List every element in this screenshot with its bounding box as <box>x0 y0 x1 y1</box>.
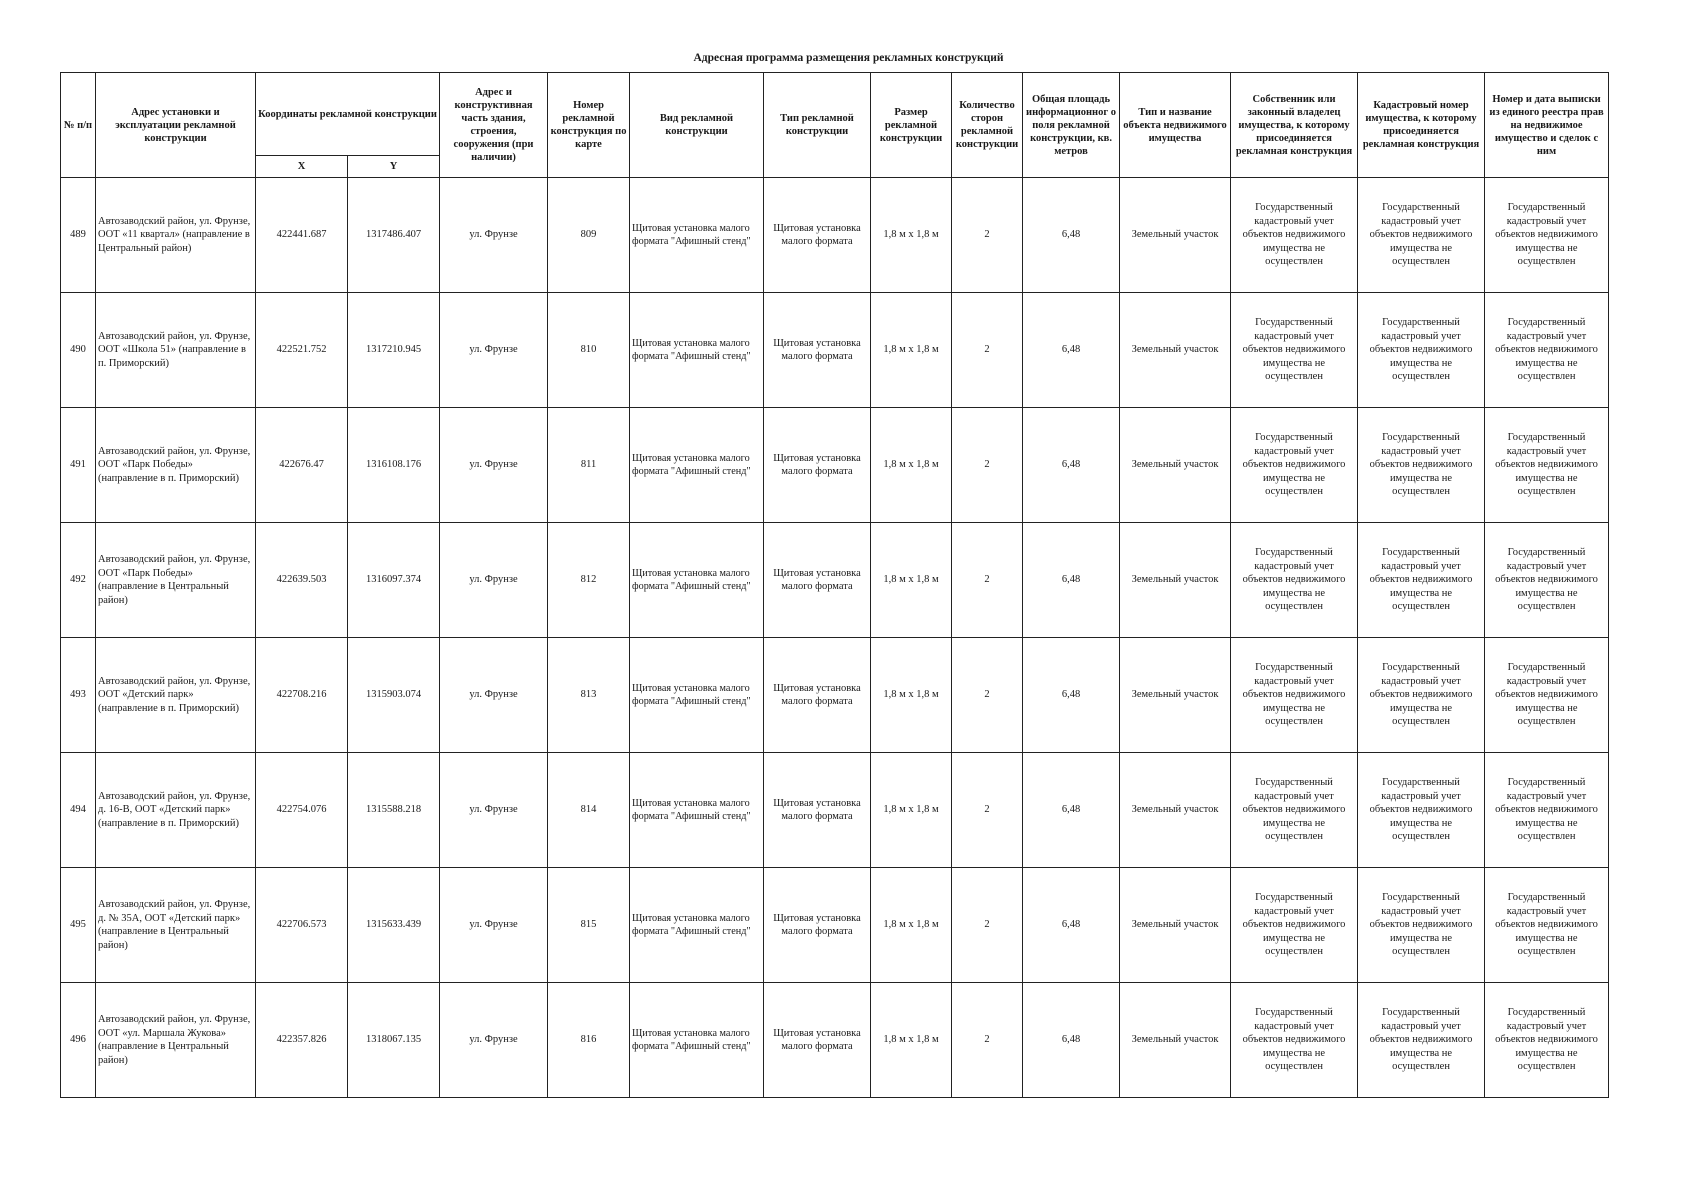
row-owner: Государственный кадастровый учет объектов недвижимого имущества не осуществлен <box>1231 753 1358 868</box>
row-owner: Государственный кадастровый учет объектов недвижимого имущества не осуществлен <box>1231 523 1358 638</box>
row-area: 6,48 <box>1023 638 1120 753</box>
row-size: 1,8 м х 1,8 м <box>871 983 952 1098</box>
table-row <box>61 523 1609 638</box>
row-kind: Щитовая установка малого формата "Афишный стенд" <box>630 753 764 868</box>
row-property: Земельный участок <box>1120 753 1231 868</box>
row-number: 494 <box>61 753 96 868</box>
row-type: Щитовая установка малого формата <box>764 983 871 1098</box>
row-map-number: 815 <box>548 868 630 983</box>
row-kind: Щитовая установка малого формата "Афишный стенд" <box>630 293 764 408</box>
row-size: 1,8 м х 1,8 м <box>871 638 952 753</box>
row-number: 495 <box>61 868 96 983</box>
table-body <box>61 178 1609 1098</box>
row-area: 6,48 <box>1023 753 1120 868</box>
row-x: 422639.503 <box>256 523 348 638</box>
row-y: 1317210.945 <box>348 293 440 408</box>
row-map-number: 812 <box>548 523 630 638</box>
row-cadastral: Государственный кадастровый учет объектов недвижимого имущества не осуществлен <box>1358 983 1485 1098</box>
table-row <box>61 753 1609 868</box>
row-property: Земельный участок <box>1120 178 1231 293</box>
row-number: 493 <box>61 638 96 753</box>
row-owner: Государственный кадастровый учет объектов недвижимого имущества не осуществлен <box>1231 293 1358 408</box>
row-registry: Государственный кадастровый учет объектов недвижимого имущества не осуществлен <box>1485 523 1609 638</box>
row-size: 1,8 м х 1,8 м <box>871 868 952 983</box>
row-sides: 2 <box>952 983 1023 1098</box>
header-coords: Координаты рекламной конструкции <box>256 73 440 156</box>
row-address: Автозаводский район, ул. Фрунзе, ООТ «11 квартал» (направление в Центральный район) <box>96 178 256 293</box>
row-owner: Государственный кадастровый учет объектов недвижимого имущества не осуществлен <box>1231 408 1358 523</box>
header-type: Тип рекламной конструкции <box>764 73 871 178</box>
row-y: 1316108.176 <box>348 408 440 523</box>
row-address: Автозаводский район, ул. Фрунзе, ООТ «Детский парк» (направление в п. Приморский) <box>96 638 256 753</box>
row-address: Автозаводский район, ул. Фрунзе, ООТ «Школа 51» (направление в п. Приморский) <box>96 293 256 408</box>
row-building: ул. Фрунзе <box>440 408 548 523</box>
row-area: 6,48 <box>1023 523 1120 638</box>
row-kind: Щитовая установка малого формата "Афишный стенд" <box>630 178 764 293</box>
row-map-number: 809 <box>548 178 630 293</box>
row-cadastral: Государственный кадастровый учет объектов недвижимого имущества не осуществлен <box>1358 523 1485 638</box>
row-building: ул. Фрунзе <box>440 523 548 638</box>
header-y: Y <box>348 156 440 178</box>
row-number: 491 <box>61 408 96 523</box>
header-property: Тип и название объекта недвижимого имущества <box>1120 73 1231 178</box>
row-cadastral: Государственный кадастровый учет объектов недвижимого имущества не осуществлен <box>1358 753 1485 868</box>
table-row <box>61 408 1609 523</box>
row-kind: Щитовая установка малого формата "Афишный стенд" <box>630 523 764 638</box>
row-map-number: 811 <box>548 408 630 523</box>
row-map-number: 813 <box>548 638 630 753</box>
document-title: Адресная программа размещения рекламных конструкций <box>693 52 1004 64</box>
row-y: 1317486.407 <box>348 178 440 293</box>
row-map-number: 810 <box>548 293 630 408</box>
row-sides: 2 <box>952 293 1023 408</box>
row-kind: Щитовая установка малого формата "Афишный стенд" <box>630 638 764 753</box>
header-map-number: Номер рекламной конструкция по карте <box>548 73 630 178</box>
row-address: Автозаводский район, ул. Фрунзе, ООТ «Парк Победы» (направление в Центральный район) <box>96 523 256 638</box>
table-row <box>61 868 1609 983</box>
header-size: Размер рекламной конструкции <box>871 73 952 178</box>
row-size: 1,8 м х 1,8 м <box>871 753 952 868</box>
row-kind: Щитовая установка малого формата "Афишный стенд" <box>630 868 764 983</box>
row-property: Земельный участок <box>1120 408 1231 523</box>
row-registry: Государственный кадастровый учет объектов недвижимого имущества не осуществлен <box>1485 408 1609 523</box>
row-size: 1,8 м х 1,8 м <box>871 408 952 523</box>
table-row <box>61 983 1609 1098</box>
row-property: Земельный участок <box>1120 983 1231 1098</box>
row-map-number: 814 <box>548 753 630 868</box>
row-y: 1315633.439 <box>348 868 440 983</box>
row-type: Щитовая установка малого формата <box>764 868 871 983</box>
row-type: Щитовая установка малого формата <box>764 408 871 523</box>
row-size: 1,8 м х 1,8 м <box>871 293 952 408</box>
header-kind: Вид рекламной конструкции <box>630 73 764 178</box>
header-sides: Количество сторон рекламной конструкции <box>952 73 1023 178</box>
row-x: 422708.216 <box>256 638 348 753</box>
table-row <box>61 638 1609 753</box>
header-x: X <box>256 156 348 178</box>
row-type: Щитовая установка малого формата <box>764 753 871 868</box>
row-owner: Государственный кадастровый учет объектов недвижимого имущества не осуществлен <box>1231 868 1358 983</box>
row-property: Земельный участок <box>1120 523 1231 638</box>
row-type: Щитовая установка малого формата <box>764 638 871 753</box>
row-sides: 2 <box>952 178 1023 293</box>
row-area: 6,48 <box>1023 868 1120 983</box>
row-address: Автозаводский район, ул. Фрунзе, ООТ «Парк Победы» (направление в п. Приморский) <box>96 408 256 523</box>
row-y: 1315588.218 <box>348 753 440 868</box>
row-number: 489 <box>61 178 96 293</box>
row-y: 1315903.074 <box>348 638 440 753</box>
row-owner: Государственный кадастровый учет объектов недвижимого имущества не осуществлен <box>1231 638 1358 753</box>
row-kind: Щитовая установка малого формата "Афишный стенд" <box>630 408 764 523</box>
row-x: 422754.076 <box>256 753 348 868</box>
row-map-number: 816 <box>548 983 630 1098</box>
row-x: 422521.752 <box>256 293 348 408</box>
row-cadastral: Государственный кадастровый учет объектов недвижимого имущества не осуществлен <box>1358 868 1485 983</box>
row-owner: Государственный кадастровый учет объектов недвижимого имущества не осуществлен <box>1231 178 1358 293</box>
row-area: 6,48 <box>1023 983 1120 1098</box>
row-registry: Государственный кадастровый учет объектов недвижимого имущества не осуществлен <box>1485 293 1609 408</box>
row-y: 1316097.374 <box>348 523 440 638</box>
row-property: Земельный участок <box>1120 868 1231 983</box>
row-registry: Государственный кадастровый учет объектов недвижимого имущества не осуществлен <box>1485 178 1609 293</box>
row-type: Щитовая установка малого формата <box>764 293 871 408</box>
row-sides: 2 <box>952 753 1023 868</box>
row-x: 422441.687 <box>256 178 348 293</box>
row-y: 1318067.135 <box>348 983 440 1098</box>
row-registry: Государственный кадастровый учет объектов недвижимого имущества не осуществлен <box>1485 983 1609 1098</box>
row-x: 422676.47 <box>256 408 348 523</box>
row-property: Земельный участок <box>1120 638 1231 753</box>
header-owner: Собственник или законный владелец имущества, к которому присоединяется рекламная конструкция <box>1231 73 1358 178</box>
row-cadastral: Государственный кадастровый учет объектов недвижимого имущества не осуществлен <box>1358 408 1485 523</box>
header-building: Адрес и конструктивная часть здания, строения, сооружения (при наличии) <box>440 73 548 178</box>
advertising-program-table <box>60 72 1609 1098</box>
row-area: 6,48 <box>1023 293 1120 408</box>
row-type: Щитовая установка малого формата <box>764 178 871 293</box>
row-size: 1,8 м х 1,8 м <box>871 523 952 638</box>
header-registry: Номер и дата выписки из единого реестра прав на недвижимое имущество и сделок с ним <box>1485 73 1609 178</box>
row-size: 1,8 м х 1,8 м <box>871 178 952 293</box>
row-property: Земельный участок <box>1120 293 1231 408</box>
row-x: 422357.826 <box>256 983 348 1098</box>
row-sides: 2 <box>952 638 1023 753</box>
row-area: 6,48 <box>1023 408 1120 523</box>
row-x: 422706.573 <box>256 868 348 983</box>
row-registry: Государственный кадастровый учет объектов недвижимого имущества не осуществлен <box>1485 753 1609 868</box>
row-area: 6,48 <box>1023 178 1120 293</box>
row-address: Автозаводский район, ул. Фрунзе, д. № 35А, ООТ «Детский парк» (направление в Центральный район) <box>96 868 256 983</box>
row-building: ул. Фрунзе <box>440 983 548 1098</box>
header-address: Адрес установки и эксплуатации рекламной конструкции <box>96 73 256 178</box>
row-number: 492 <box>61 523 96 638</box>
table-row <box>61 178 1609 293</box>
row-kind: Щитовая установка малого формата "Афишный стенд" <box>630 983 764 1098</box>
header-cadastral: Кадастровый номер имущества, к которому присоединяется рекламная конструкция <box>1358 73 1485 178</box>
row-registry: Государственный кадастровый учет объектов недвижимого имущества не осуществлен <box>1485 638 1609 753</box>
row-registry: Государственный кадастровый учет объектов недвижимого имущества не осуществлен <box>1485 868 1609 983</box>
table-row <box>61 293 1609 408</box>
row-building: ул. Фрунзе <box>440 178 548 293</box>
row-number: 496 <box>61 983 96 1098</box>
row-number: 490 <box>61 293 96 408</box>
header-num: № п/п <box>61 73 96 178</box>
row-sides: 2 <box>952 408 1023 523</box>
row-cadastral: Государственный кадастровый учет объектов недвижимого имущества не осуществлен <box>1358 178 1485 293</box>
row-sides: 2 <box>952 868 1023 983</box>
row-cadastral: Государственный кадастровый учет объектов недвижимого имущества не осуществлен <box>1358 638 1485 753</box>
row-address: Автозаводский район, ул. Фрунзе, ООТ «ул. Маршала Жукова» (направление в Центральный район) <box>96 983 256 1098</box>
row-building: ул. Фрунзе <box>440 638 548 753</box>
row-sides: 2 <box>952 523 1023 638</box>
row-building: ул. Фрунзе <box>440 753 548 868</box>
row-owner: Государственный кадастровый учет объектов недвижимого имущества не осуществлен <box>1231 983 1358 1098</box>
row-building: ул. Фрунзе <box>440 868 548 983</box>
header-area: Общая площадь информационног о поля рекламной конструкции, кв. метров <box>1023 73 1120 178</box>
table-header <box>61 73 1609 178</box>
row-type: Щитовая установка малого формата <box>764 523 871 638</box>
row-address: Автозаводский район, ул. Фрунзе, д. 16-В, ООТ «Детский парк» (направление в п. Приморский) <box>96 753 256 868</box>
row-building: ул. Фрунзе <box>440 293 548 408</box>
row-cadastral: Государственный кадастровый учет объектов недвижимого имущества не осуществлен <box>1358 293 1485 408</box>
